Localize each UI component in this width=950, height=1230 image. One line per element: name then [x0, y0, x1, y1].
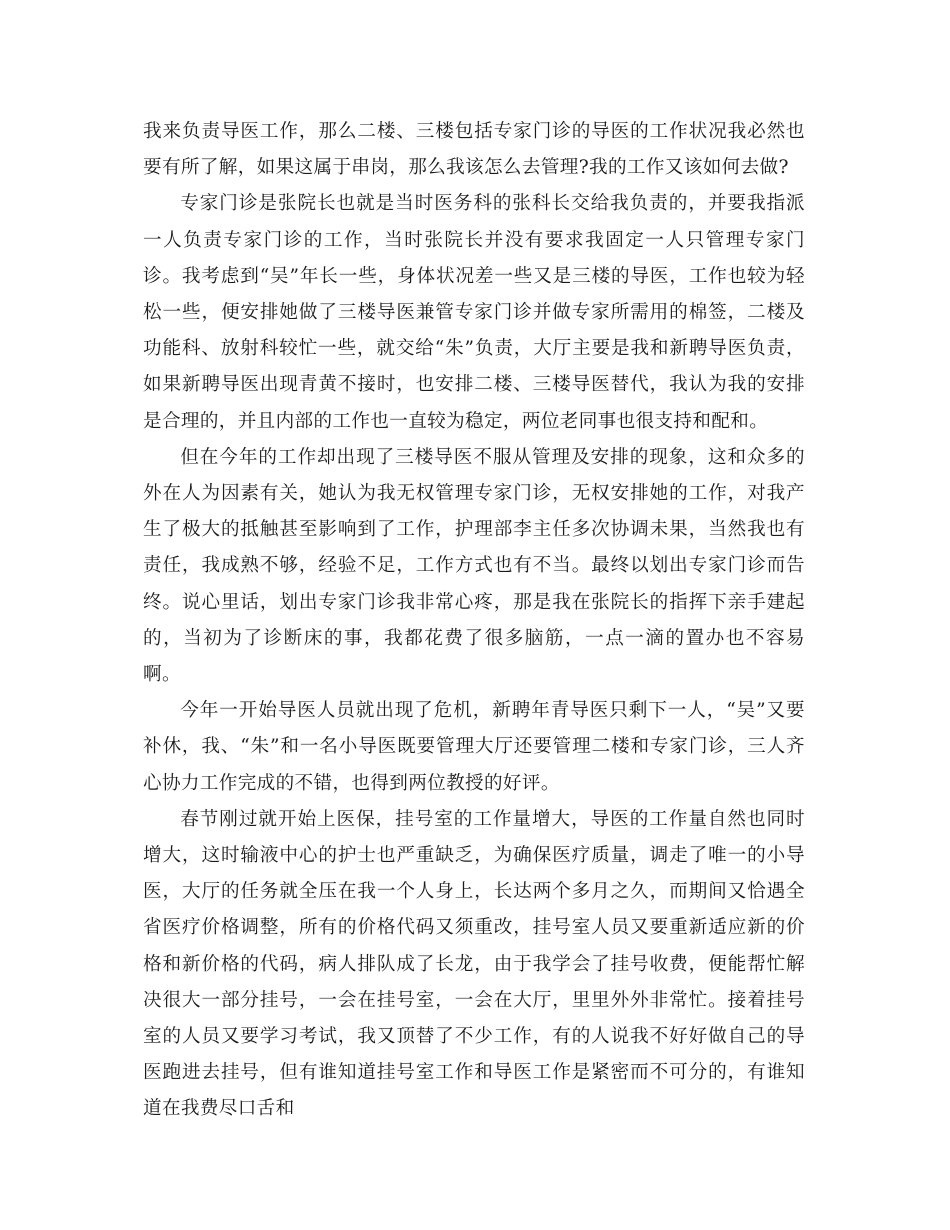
paragraph-1: 我来负责导医工作，那么二楼、三楼包括专家门诊的导医的工作状况我必然也要有所了解，如果这属于串岗，那么我该怎么去管理?我的工作又该如何去做? [143, 121, 805, 179]
paragraph-5: 春节刚过就开始上医保，挂号室的工作量增大，导医的工作量自然也同时增大，这时输液中心的护士也严重缺乏，为确保医疗质量，调走了唯一的小导医，大厅的任务就全压在我一个人身上，长达两个多月之久，而期间又恰遇全省医疗价格调整，所有的价格代码又须重改，挂号室人员又要重新适应新的价格和新价格的代码，病人排队成了长龙，由于我学会了挂号收费，便能帮忙解决很大一部分挂号，一会在挂号室，一会在大厅，里里外外非常忙。接着挂号室的人员又要学习考试，我又顶替了不少工作，有的人说我不好好做自己的导医跑进去挂号，但有谁知道挂号室工作和导医工作是紧密而不可分的，有谁知道在我费尽口舌和 [143, 808, 805, 1120]
paragraph-3: 但在今年的工作却出现了三楼导医不服从管理及安排的现象，这和众多的外在人为因素有关，她认为我无权管理专家门诊，无权安排她的工作，对我产生了极大的抵触甚至影响到了工作，护理部李主任多次协调未果，当然我也有责任，我成熟不够，经验不足，工作方式也有不当。最终以划出专家门诊而告终。说心里话，划出专家门诊我非常心疼，那是我在张院长的指挥下亲手建起的，当初为了诊断床的事，我都花费了很多脑筋，一点一滴的置办也不容易啊。 [143, 446, 805, 686]
body-text [143, 114, 805, 1128]
paragraph-2: 专家门诊是张院长也就是当时医务科的张科长交给我负责的，并要我指派一人负责专家门诊的工作，当时张院长并没有要求我固定一人只管理专家门诊。我考虑到“吴”年长一些，身体状况差一些又是三楼的导医，工作也较为轻松一些，便安排她做了三楼导医兼管专家门诊并做专家所需用的棉签，二楼及功能科、放射科较忙一些，就交给“朱”负责，大厅主要是我和新聘导医负责，如果新聘导医出现青黄不接时，也安排二楼、三楼导医替代，我认为我的安排是合理的，并且内部的工作也一直较为稳定，两位老同事也很支持和配和。 [143, 193, 805, 432]
paragraph-4: 今年一开始导医人员就出现了危机，新聘年青导医只剩下一人，“吴”又要补休，我、“朱”和一名小导医既要管理大厅还要管理二楼和专家门诊，三人齐心协力工作完成的不错，也得到两位教授的好评。 [143, 700, 805, 794]
